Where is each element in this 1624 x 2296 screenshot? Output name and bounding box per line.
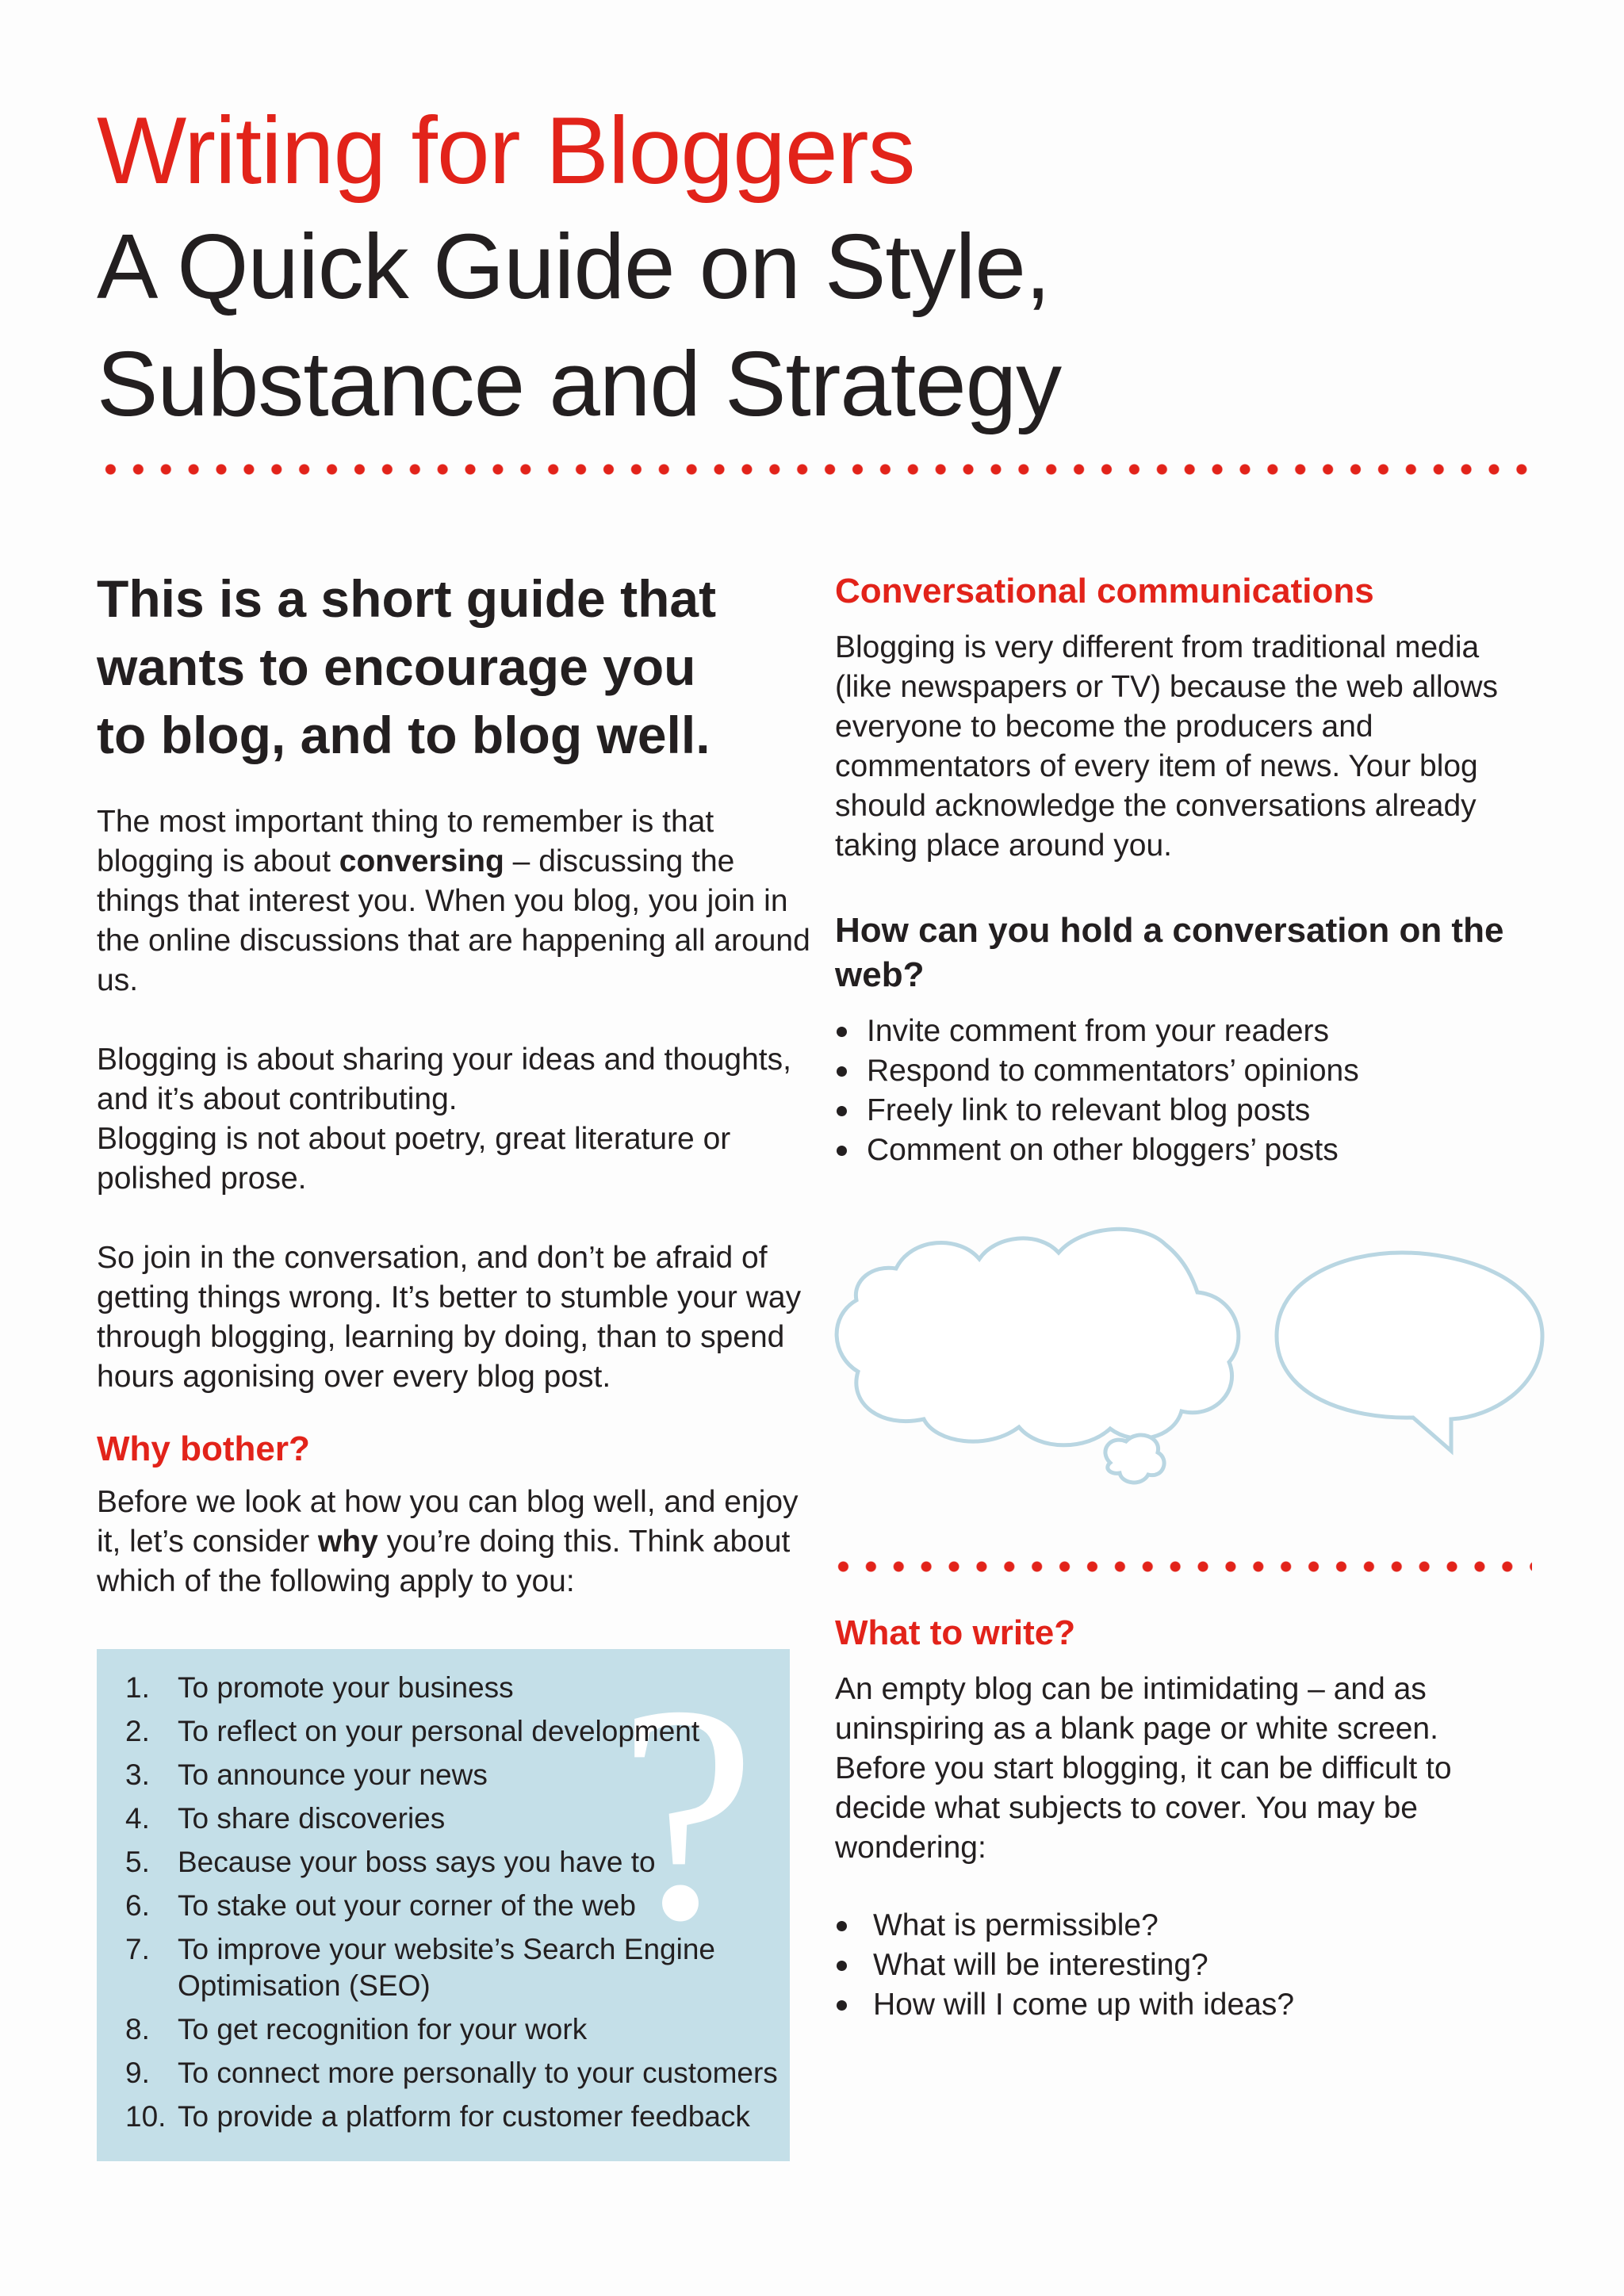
- lead-line-1: This is a short guide that: [97, 569, 717, 628]
- lead-heading: [97, 564, 810, 769]
- reason-text: To announce your news: [178, 1758, 488, 1791]
- reason-number: 2.: [125, 1715, 150, 1747]
- list-item: [125, 1757, 783, 1793]
- hold-conversation-heading: How can you hold a conversation on the web?: [835, 911, 1504, 994]
- intro-text-2: – discussing the things that interest you. When you blog, you join in the online discussions that are happening all around us.: [97, 844, 810, 997]
- conversational-paragraph: Blogging is very different from traditional media (like newspapers or TV) because the web allows everyone to become the producers and commentators of every item of news. Your blog should acknowledge the conversations already taking place around you.: [835, 630, 1499, 863]
- sharing-paragraph: [97, 1040, 810, 1199]
- reason-number: 6.: [125, 1889, 150, 1922]
- list-item: What will be interesting?: [835, 1946, 1533, 1985]
- speech-bubbles-illustration: [825, 1221, 1554, 1490]
- subtitle: [97, 208, 1061, 442]
- questions-list: [835, 1906, 1533, 2025]
- sharing-line-1: Blogging is about sharing your ideas and thoughts, and it’s about contributing.: [97, 1043, 791, 1116]
- list-item: [125, 2011, 783, 2048]
- why-bother-heading: Why bother?: [97, 1429, 310, 1468]
- list-item: What is permissible?: [835, 1906, 1533, 1946]
- intro-bold: conversing: [339, 844, 504, 878]
- why-text-2: you’re doing this. Think about which of the following apply to you:: [97, 1525, 791, 1598]
- reason-text: To stake out your corner of the web: [178, 1889, 636, 1922]
- question-mark-icon: ?: [619, 1642, 756, 1984]
- reason-text: Because your boss says you have to: [178, 1846, 656, 1878]
- list-item: Comment on other bloggers’ posts: [835, 1131, 1533, 1170]
- list-item: Freely link to relevant blog posts: [835, 1091, 1533, 1131]
- right-column: [835, 569, 1533, 1210]
- dotted-divider-top: [97, 463, 1532, 476]
- reason-text: To reflect on your personal development: [178, 1715, 700, 1747]
- reason-text: To get recognition for your work: [178, 2013, 588, 2045]
- dotted-divider-middle: [829, 1560, 1532, 1573]
- list-item: [125, 1670, 783, 1706]
- left-column: [97, 564, 810, 1641]
- why-bold: why: [317, 1525, 378, 1559]
- speech-bubble-icon: [1277, 1253, 1542, 1451]
- reason-number: 3.: [125, 1758, 150, 1791]
- conversational-heading: Conversational communications: [835, 572, 1374, 610]
- reason-number: 8.: [125, 2013, 150, 2045]
- join-paragraph: So join in the conversation, and don’t be afraid of getting things wrong. It’s better to stumble your way through blogging, learning by doing, than to spend hours agonising over every blog post.: [97, 1241, 802, 1394]
- reason-number: 1.: [125, 1671, 150, 1704]
- reason-number: 9.: [125, 2057, 150, 2089]
- what-to-write-section: [835, 1611, 1533, 2064]
- reason-number: 7.: [125, 1933, 150, 1965]
- list-item: [125, 1844, 783, 1881]
- list-item: [125, 1713, 783, 1750]
- list-item: Respond to commentators’ opinions: [835, 1051, 1533, 1091]
- list-item: How will I come up with ideas?: [835, 1985, 1533, 2025]
- list-item: [125, 2099, 783, 2135]
- why-paragraph: [97, 1483, 810, 1601]
- lead-line-2: wants to encourage you: [97, 637, 696, 696]
- reason-number: 4.: [125, 1802, 150, 1835]
- reasons-list: [125, 1670, 783, 2142]
- subtitle-line-2: Substance and Strategy: [97, 332, 1062, 435]
- title-red: Writing for Bloggers: [97, 98, 915, 204]
- subtitle-line-1: A Quick Guide on Style,: [97, 215, 1051, 318]
- what-to-write-paragraph: An empty blog can be intimidating – and as uninspiring as a blank page or white screen. Before you start blogging, it can be difficult to decide what subjects to cover. You may be wondering:: [835, 1672, 1452, 1865]
- reason-text: To connect more personally to your customers: [178, 2057, 778, 2089]
- what-to-write-heading: What to write?: [835, 1613, 1076, 1652]
- reason-number: 5.: [125, 1846, 150, 1878]
- sharing-line-2: Blogging is not about poetry, great literature or polished prose.: [97, 1122, 731, 1196]
- thought-bubble-icon: [837, 1229, 1239, 1483]
- intro-paragraph: [97, 802, 810, 1001]
- list-item: Invite comment from your readers: [835, 1012, 1533, 1051]
- intro-text-1: The most important thing to remember is that blogging is about: [97, 805, 714, 878]
- reason-text: To promote your business: [178, 1671, 514, 1704]
- reason-text: To improve your website’s Search Engine Optimisation (SEO): [178, 1933, 715, 2002]
- lead-line-3: to blog, and to blog well.: [97, 706, 710, 764]
- conversation-tips-list: [835, 1012, 1533, 1170]
- reason-text: To provide a platform for customer feedback: [178, 2100, 750, 2133]
- list-item: [125, 2055, 783, 2091]
- list-item: [125, 1888, 783, 1924]
- list-item: [125, 1800, 783, 1837]
- list-item: [125, 1931, 783, 2004]
- reason-text: To share discoveries: [178, 1802, 446, 1835]
- reason-number: 10.: [125, 2100, 167, 2133]
- why-text-1: Before we look at how you can blog well, and enjoy it, let’s consider: [97, 1485, 799, 1559]
